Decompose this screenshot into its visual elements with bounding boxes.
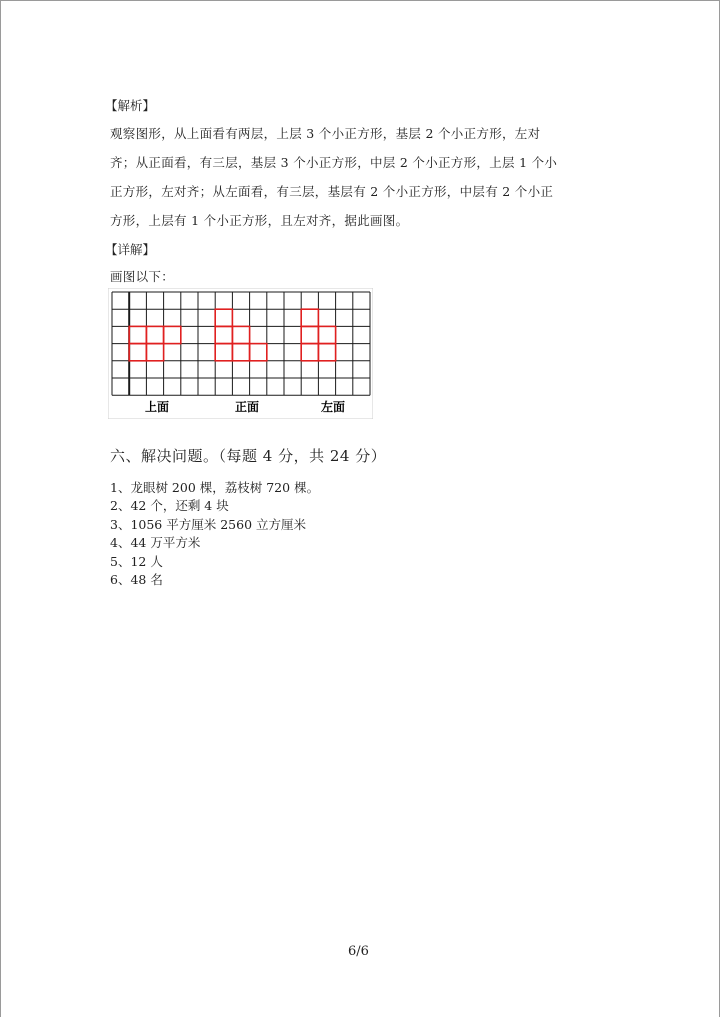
page-number: 6/6 [348, 944, 369, 959]
view-label-front: 正面 [234, 400, 260, 414]
answer-item: 2、42 个，还剩 4 块 [110, 498, 229, 513]
analysis-line: 方形，上层有 1 个小正方形，且左对齐，据此画图。 [110, 213, 409, 228]
detail-intro: 画图以下： [110, 269, 175, 284]
answer-item: 6、48 名 [110, 572, 163, 587]
analysis-line: 齐；从正面看，有三层，基层 3 个小正方形，中层 2 个小正方形，上层 1 个小 [110, 155, 558, 170]
answer-item: 3、1056 平方厘米 2560 立方厘米 [110, 517, 306, 532]
detail-heading: 【详解】 [105, 242, 156, 257]
analysis-line: 观察图形，从上面看有两层，上层 3 个小正方形，基层 2 个小正方形，左对 [110, 126, 541, 141]
three-view-drawing [108, 288, 373, 419]
view-label-top: 上面 [144, 400, 170, 414]
answer-item: 4、44 万平方米 [110, 535, 201, 550]
analysis-line: 正方形，左对齐；从左面看，有三层，基层有 2 个小正方形，中层有 2 个小正 [110, 184, 554, 199]
analysis-heading: 【解析】 [105, 98, 156, 113]
view-label-left: 左面 [320, 400, 346, 414]
answer-item: 5、12 人 [110, 554, 163, 569]
section-title: 六、解决问题。（每题 4 分，共 24 分） [110, 447, 387, 465]
answer-item: 1、龙眼树 200 棵，荔枝树 720 棵。 [110, 480, 320, 495]
